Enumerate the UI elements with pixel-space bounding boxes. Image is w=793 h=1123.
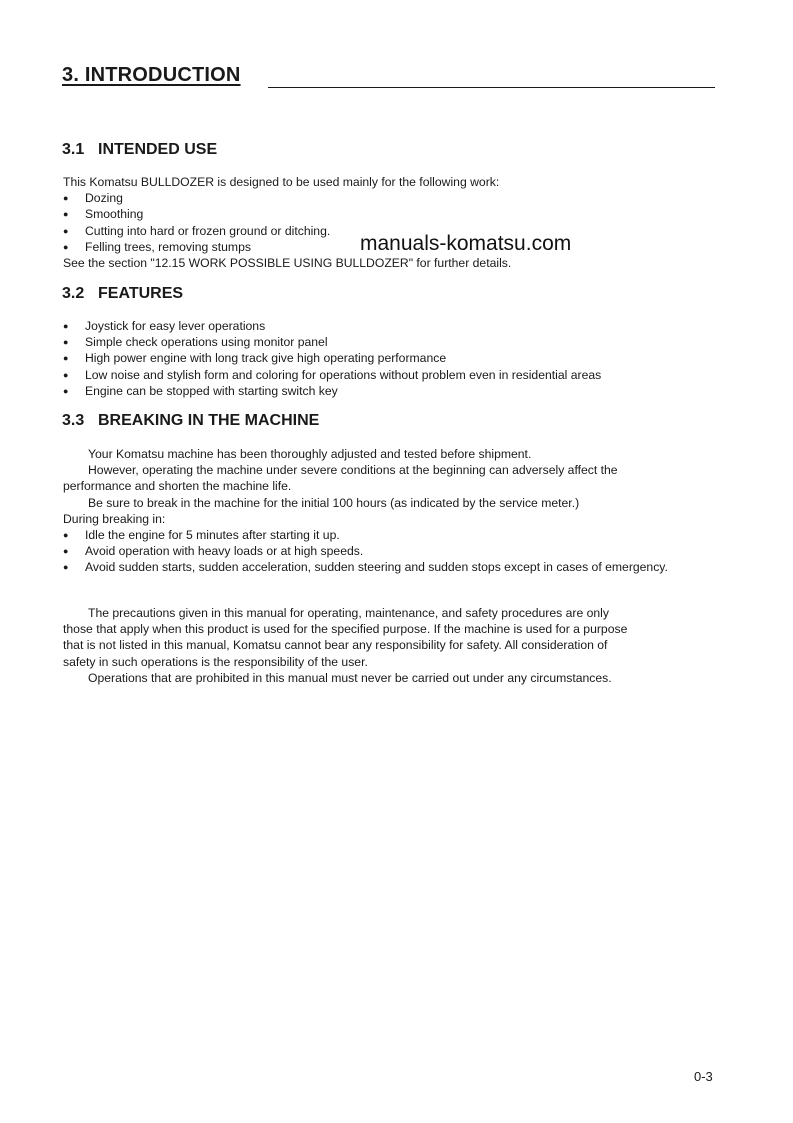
breaking-in-paragraph: Be sure to break in the machine for the initial 100 hours (as indicated by the service meter.): [88, 495, 580, 510]
list-item: [63, 206, 718, 222]
section-number: 3.1: [62, 141, 85, 158]
intended-use-footer: See the section "12.15 WORK POSSIBLE USING BULLDOZER" for further details.: [63, 255, 512, 270]
prohibited-operations-line: Operations that are prohibited in this manual must never be carried out under any circumstances.: [88, 670, 612, 685]
list-item-text: Joystick for easy lever operations: [85, 319, 266, 333]
watermark-text: manuals-komatsu.com: [360, 232, 572, 255]
list-item: [63, 318, 718, 334]
list-item: [63, 527, 718, 543]
bullet-icon: ●: [63, 337, 69, 348]
list-item-text: Felling trees, removing stumps: [85, 239, 251, 254]
precautions-line: those that apply when this product is used for the specified purpose. If the machine is used for a purpose: [63, 622, 628, 637]
breaking-in-paragraph: performance and shorten the machine life.: [63, 479, 292, 494]
list-item-text: High power engine with long track give high operating performance: [85, 351, 447, 366]
list-item-text: Avoid operation with heavy loads or at high speeds.: [85, 544, 364, 559]
section-heading-intended-use: [62, 141, 217, 159]
list-item: [63, 190, 718, 206]
breaking-in-paragraph: During breaking in:: [63, 511, 166, 526]
section-heading-features: [62, 285, 183, 303]
list-item-text: Idle the engine for 5 minutes after starting it up.: [85, 527, 340, 542]
section-number: 3.2: [62, 285, 85, 302]
precautions-line: The precautions given in this manual for operating, maintenance, and safety procedures are only: [88, 606, 609, 620]
bullet-icon: ●: [63, 225, 69, 236]
section-heading-breaking-in: [62, 412, 319, 430]
page-number: 0-3: [694, 1069, 713, 1084]
bullet-icon: ●: [63, 241, 69, 252]
list-item: [63, 334, 718, 350]
list-item-text: Simple check operations using monitor panel: [85, 335, 328, 350]
bullet-icon: ●: [63, 353, 69, 364]
intended-use-intro: This Komatsu BULLDOZER is designed to be used mainly for the following work:: [63, 175, 500, 189]
list-item-text: Cutting into hard or frozen ground or ditching.: [85, 223, 331, 238]
list-item: [63, 367, 718, 383]
list-item: [63, 383, 718, 399]
section-title: BREAKING IN THE MACHINE: [98, 412, 320, 429]
intended-use-body: [63, 174, 718, 271]
chapter-title: 3. INTRODUCTION: [62, 64, 241, 86]
breaking-in-body: [63, 446, 718, 576]
chapter-title-rule: [268, 87, 715, 88]
list-item-text: Dozing: [85, 191, 123, 206]
bullet-icon: ●: [63, 562, 69, 573]
list-item-text: Smoothing: [85, 207, 144, 222]
list-item: [63, 559, 718, 575]
breaking-in-paragraph: Your Komatsu machine has been thoroughly adjusted and tested before shipment.: [88, 447, 532, 461]
list-item-text: Engine can be stopped with starting switch key: [85, 383, 338, 398]
precautions-line: safety in such operations is the responsibility of the user.: [63, 654, 368, 669]
list-item: [63, 350, 718, 366]
precautions-paragraph: [63, 605, 718, 686]
list-item-text: Avoid sudden starts, sudden acceleration, sudden steering and sudden stops except in cases of emergency.: [85, 560, 668, 575]
precautions-line: that is not listed in this manual, Komatsu cannot bear any responsibility for safety. All consideration of: [63, 638, 608, 653]
breaking-in-paragraph: However, operating the machine under severe conditions at the beginning can adversely affect the: [88, 463, 618, 478]
bullet-icon: ●: [63, 321, 69, 331]
list-item: [63, 543, 718, 559]
bullet-icon: ●: [63, 546, 69, 557]
section-number: 3.3: [62, 412, 85, 429]
features-list: [63, 318, 718, 399]
bullet-icon: ●: [63, 529, 69, 540]
section-title: FEATURES: [98, 285, 184, 302]
bullet-icon: ●: [63, 193, 69, 204]
section-title: INTENDED USE: [98, 141, 218, 158]
list-item-text: Low noise and stylish form and coloring for operations without problem even in residential areas: [85, 367, 602, 382]
bullet-icon: ●: [63, 369, 69, 380]
bullet-icon: ●: [63, 209, 69, 220]
bullet-icon: ●: [63, 385, 69, 396]
